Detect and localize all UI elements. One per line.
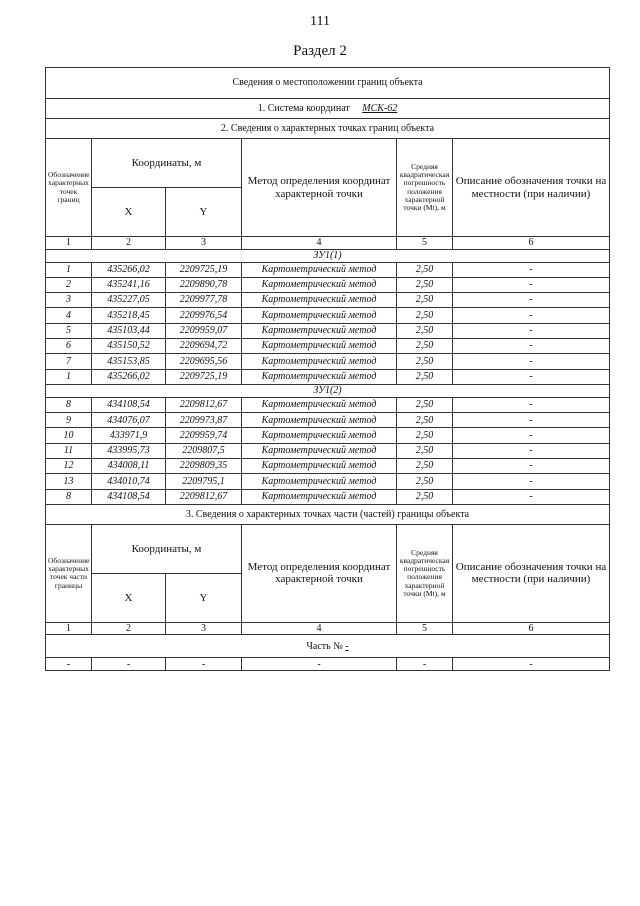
header-point-designation-part: Обозначение характерных точек части границы xyxy=(46,524,92,622)
zu2-row-1-col-6: - xyxy=(453,397,610,412)
header-description: Описание обозначения точки на местности (при наличии) xyxy=(453,139,610,237)
zu1-row-2-col-5: 2,50 xyxy=(397,277,453,292)
zu1-row-2-col-1: 2 xyxy=(46,277,92,292)
zu1-row-2-col-3: 2209890,78 xyxy=(166,277,242,292)
zu1-row-8-col-5: 2,50 xyxy=(397,369,453,384)
zu2-row-4-col-5: 2,50 xyxy=(397,443,453,458)
zu1-row-5-col-2: 435103,44 xyxy=(92,323,166,338)
col-number-part-col-3: 3 xyxy=(166,622,242,635)
zu2-row-4-col-2: 433995,73 xyxy=(92,443,166,458)
table-row xyxy=(46,354,610,369)
header-method: Метод определения координат характерной точки xyxy=(242,139,397,237)
table-title: Сведения о местоположении границ объекта xyxy=(46,68,610,99)
zu2-row-2-col-6: - xyxy=(453,413,610,428)
col-number-col-6: 6 xyxy=(453,237,610,250)
zu1-row-6-col-1: 6 xyxy=(46,338,92,353)
zu1-row-7-col-1: 7 xyxy=(46,354,92,369)
zu2-row-1-col-5: 2,50 xyxy=(397,397,453,412)
part-number-row xyxy=(46,635,610,658)
zu1-row-7-col-3: 2209695,56 xyxy=(166,354,242,369)
table-row xyxy=(46,277,610,292)
table-row xyxy=(46,262,610,277)
zu1-row-7-col-2: 435153,85 xyxy=(92,354,166,369)
zu1-row-8-col-3: 2209725,19 xyxy=(166,369,242,384)
coord-system-value: МСК-62 xyxy=(362,102,398,114)
zu1-row-3-col-4: Картометрический метод xyxy=(242,293,397,308)
zu1-row-8-col-1: 1 xyxy=(46,369,92,384)
zu1-row-4-col-2: 435218,45 xyxy=(92,308,166,323)
zu1-row-5-col-4: Картометрический метод xyxy=(242,323,397,338)
part-number-label: Часть № xyxy=(306,640,343,652)
table-row xyxy=(46,323,610,338)
header-rmse: Средняя квадратическая погрешность положения характерной точки (Mt), м xyxy=(397,139,453,237)
zu1-row-4-col-6: - xyxy=(453,308,610,323)
col-number-col-4: 4 xyxy=(242,237,397,250)
table-row xyxy=(46,413,610,428)
zu1-row-7-col-6: - xyxy=(453,354,610,369)
zu2-row-5-col-2: 434008,11 xyxy=(92,459,166,474)
col-number-col-3: 3 xyxy=(166,237,242,250)
zu2-row-3-col-2: 433971,9 xyxy=(92,428,166,443)
coord-system-label: 1. Система координат xyxy=(257,102,350,114)
zu1-row-2-col-4: Картометрический метод xyxy=(242,277,397,292)
zu1-row-5-col-6: - xyxy=(453,323,610,338)
dash-cell-col-1: - xyxy=(46,658,92,671)
zu1-row-6-col-5: 2,50 xyxy=(397,338,453,353)
zu1-row-1-col-5: 2,50 xyxy=(397,262,453,277)
col-number-part-col-1: 1 xyxy=(46,622,92,635)
zu1-row-1-col-4: Картометрический метод xyxy=(242,262,397,277)
zu1-row-1-col-6: - xyxy=(453,262,610,277)
zu2-row-6-col-4: Картометрический метод xyxy=(242,474,397,489)
zu1-row-3-col-6: - xyxy=(453,293,610,308)
header-y-part: Y xyxy=(166,573,242,622)
zu1-row-3-col-5: 2,50 xyxy=(397,293,453,308)
zu2-row-5-col-4: Картометрический метод xyxy=(242,459,397,474)
zu2-row-4-col-6: - xyxy=(453,443,610,458)
table-row xyxy=(46,369,610,384)
zu2-row-3-col-1: 10 xyxy=(46,428,92,443)
dash-cell-col-6: - xyxy=(453,658,610,671)
zu2-row-1-col-1: 8 xyxy=(46,397,92,412)
zu1-row-4-col-1: 4 xyxy=(46,308,92,323)
zu1-row-2-col-2: 435241,16 xyxy=(92,277,166,292)
zu1-row-8-col-4: Картометрический метод xyxy=(242,369,397,384)
col-number-part-col-6: 6 xyxy=(453,622,610,635)
table-row xyxy=(46,338,610,353)
zu2-row-7-col-4: Картометрический метод xyxy=(242,489,397,504)
zu2-row-4-col-4: Картометрический метод xyxy=(242,443,397,458)
table-row xyxy=(46,397,610,412)
col-number-part-col-4: 4 xyxy=(242,622,397,635)
zu1-row-7-col-4: Картометрический метод xyxy=(242,354,397,369)
zu2-row-3-col-3: 2209959,74 xyxy=(166,428,242,443)
zu1-row-8-col-2: 435266,02 xyxy=(92,369,166,384)
dash-cell-col-4: - xyxy=(242,658,397,671)
zu2-row-5-col-1: 12 xyxy=(46,459,92,474)
coord-system-row xyxy=(46,99,610,119)
zu2-row-2-col-1: 9 xyxy=(46,413,92,428)
zu1-row-5-col-5: 2,50 xyxy=(397,323,453,338)
zu2-row-6-col-3: 2209795,1 xyxy=(166,474,242,489)
table-row xyxy=(46,459,610,474)
table-row xyxy=(46,308,610,323)
table-row xyxy=(46,474,610,489)
zu2-row-5-col-5: 2,50 xyxy=(397,459,453,474)
zu1-row-6-col-6: - xyxy=(453,338,610,353)
zu1-row-1-col-1: 1 xyxy=(46,262,92,277)
zu2-row-5-col-3: 2209809,35 xyxy=(166,459,242,474)
zu1-row-1-col-2: 435266,02 xyxy=(92,262,166,277)
zu2-row-2-col-2: 434076,07 xyxy=(92,413,166,428)
zu1-row-4-col-3: 2209976,54 xyxy=(166,308,242,323)
zu2-row-2-col-5: 2,50 xyxy=(397,413,453,428)
zu1-row-6-col-2: 435150,52 xyxy=(92,338,166,353)
zu2-row-4-col-1: 11 xyxy=(46,443,92,458)
zu2-row-1-col-2: 434108,54 xyxy=(92,397,166,412)
zu1-label: ЗУ1(1) xyxy=(46,249,610,262)
dash-cell-col-2: - xyxy=(92,658,166,671)
zu2-row-3-col-6: - xyxy=(453,428,610,443)
header-point-designation: Обозначение характерных точек границ xyxy=(46,139,92,237)
part-number-value: - xyxy=(345,640,349,652)
zu1-row-6-col-4: Картометрический метод xyxy=(242,338,397,353)
zu1-row-4-col-4: Картометрический метод xyxy=(242,308,397,323)
zu2-row-2-col-4: Картометрический метод xyxy=(242,413,397,428)
section-title: Раздел 2 xyxy=(293,43,347,59)
table-row xyxy=(46,489,610,504)
zu1-row-3-col-3: 2209977,78 xyxy=(166,293,242,308)
col-number-col-1: 1 xyxy=(46,237,92,250)
zu1-row-7-col-5: 2,50 xyxy=(397,354,453,369)
header-y: Y xyxy=(166,188,242,237)
header-x-part: X xyxy=(92,573,166,622)
zu2-label: ЗУ1(2) xyxy=(46,384,610,397)
table-row xyxy=(46,293,610,308)
header-coords: Координаты, м xyxy=(92,139,242,188)
zu2-row-2-col-3: 2209973,87 xyxy=(166,413,242,428)
col-number-part-col-2: 2 xyxy=(92,622,166,635)
zu1-row-2-col-6: - xyxy=(453,277,610,292)
col-number-part-col-5: 5 xyxy=(397,622,453,635)
col-number-col-5: 5 xyxy=(397,237,453,250)
header-x: X xyxy=(92,188,166,237)
boundary-table xyxy=(45,67,610,671)
zu2-row-6-col-6: - xyxy=(453,474,610,489)
part2-title: 2. Сведения о характерных точках границ объекта xyxy=(46,119,610,139)
zu2-row-7-col-1: 8 xyxy=(46,489,92,504)
zu2-row-7-col-5: 2,50 xyxy=(397,489,453,504)
zu1-row-4-col-5: 2,50 xyxy=(397,308,453,323)
zu2-row-6-col-5: 2,50 xyxy=(397,474,453,489)
zu2-row-7-col-3: 2209812,67 xyxy=(166,489,242,504)
header-method-part: Метод определения координат характерной точки xyxy=(242,524,397,622)
zu1-row-3-col-1: 3 xyxy=(46,293,92,308)
header-rmse-part: Средняя квадратическая погрешность положения характерной точки (Mt), м xyxy=(397,524,453,622)
zu1-row-8-col-6: - xyxy=(453,369,610,384)
table-row xyxy=(46,428,610,443)
zu2-row-3-col-4: Картометрический метод xyxy=(242,428,397,443)
zu2-row-1-col-4: Картометрический метод xyxy=(242,397,397,412)
zu1-row-1-col-3: 2209725,19 xyxy=(166,262,242,277)
table-row xyxy=(46,443,610,458)
zu2-row-5-col-6: - xyxy=(453,459,610,474)
page-number: 111 xyxy=(310,14,330,29)
zu1-row-3-col-2: 435227,05 xyxy=(92,293,166,308)
zu2-row-6-col-2: 434010,74 xyxy=(92,474,166,489)
dash-cell-col-3: - xyxy=(166,658,242,671)
zu2-row-6-col-1: 13 xyxy=(46,474,92,489)
header-coords-part: Координаты, м xyxy=(92,524,242,573)
part3-title: 3. Сведения о характерных точках части (частей) границы объекта xyxy=(46,504,610,524)
zu2-row-3-col-5: 2,50 xyxy=(397,428,453,443)
zu1-row-5-col-3: 2209959,07 xyxy=(166,323,242,338)
zu1-row-6-col-3: 2209694,72 xyxy=(166,338,242,353)
dash-cell-col-5: - xyxy=(397,658,453,671)
col-number-col-2: 2 xyxy=(92,237,166,250)
zu2-row-1-col-3: 2209812,67 xyxy=(166,397,242,412)
zu2-row-4-col-3: 2209807,5 xyxy=(166,443,242,458)
zu2-row-7-col-6: - xyxy=(453,489,610,504)
zu1-row-5-col-1: 5 xyxy=(46,323,92,338)
zu2-row-7-col-2: 434108,54 xyxy=(92,489,166,504)
header-description-part: Описание обозначения точки на местности (при наличии) xyxy=(453,524,610,622)
